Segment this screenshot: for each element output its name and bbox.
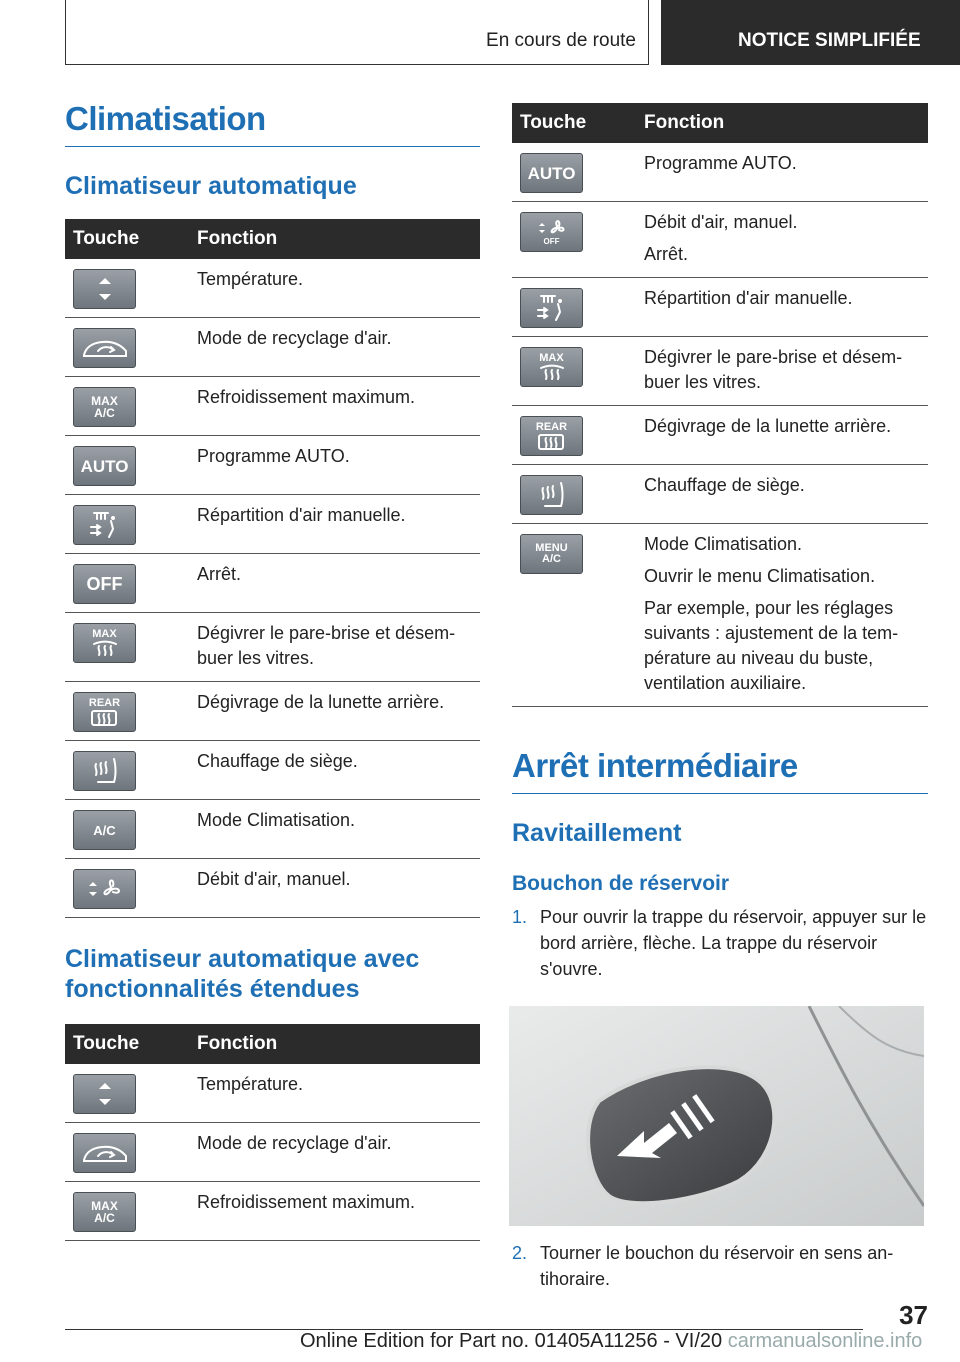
step-2 [512,1240,928,1292]
table-row [65,318,480,377]
function-text: Ouvrir le menu Climatisation. [644,566,876,586]
function-text: Arrêt. [197,564,242,584]
key-cell [512,278,636,337]
table-row [512,337,928,406]
function-cell [636,337,928,406]
recirculation-icon [73,1133,136,1173]
table-row [512,202,928,278]
table-row [65,741,480,800]
function-cell [189,377,480,436]
function-text: Température. [197,1074,304,1094]
header-box [65,0,649,65]
page-number: 37 [899,1300,928,1330]
section-title-stop: Arrêt intermédiaire [512,747,928,794]
key-cell [65,682,189,741]
key-cell [65,859,189,918]
table-row [65,377,480,436]
seat-heating-icon [520,475,583,515]
key-cell [65,613,189,682]
table-row [512,143,928,202]
table-row [65,259,480,318]
key-cell [65,318,189,377]
temperature-icon [73,1074,136,1114]
step-text: Tourner le bouchon du réservoir en sens antihoraire. [540,1243,894,1289]
function-cell [189,495,480,554]
off-icon: OFF [73,564,136,604]
seat-heating-icon [73,751,136,791]
key-cell [65,1182,189,1241]
table-row [65,1182,480,1241]
function-text: Chauffage de siège. [197,751,358,771]
rear-defrost-icon: REAR [73,692,136,732]
key-cell [512,337,636,406]
menu-ac-icon: MENU A/C [520,534,583,574]
air-distribution-icon [73,505,136,545]
function-text: Mode Climatisation. [197,810,356,830]
step-number: 2. [512,1243,528,1263]
function-text: Débit d'air, manuel. [197,869,351,889]
controls-table-2 [65,1024,480,1241]
function-text: Chauffage de siège. [644,475,805,495]
air-distribution-icon [520,288,583,328]
function-text: Répartition d'air manuelle. [197,505,406,525]
subsection-refuel: Ravitaillement [512,819,682,847]
key-cell [65,377,189,436]
function-cell [636,524,928,707]
key-cell [65,1123,189,1182]
col-header-key: Touche [512,103,636,143]
function-cell [636,465,928,524]
function-text: Température. [197,269,304,289]
step-number: 1. [512,907,528,927]
key-cell [512,143,636,202]
right-column [512,103,928,1292]
function-text: Programme AUTO. [197,446,350,466]
table-row [65,554,480,613]
function-cell [636,278,928,337]
function-cell [189,259,480,318]
header-section: En cours de route [486,30,636,51]
table-row [65,495,480,554]
table-row [512,278,928,337]
function-text: Par exemple, pour les réglages suivants : ajustement de la température au niveau du buste, ventilation auxiliaire. [644,598,899,693]
function-text: Dégivrage de la lunette arrière. [644,416,892,436]
function-text: Refroidissement maximum. [197,1192,416,1212]
key-cell [65,554,189,613]
table-row [65,436,480,495]
footer [300,1330,922,1353]
function-cell [636,202,928,278]
col-header-function: Fonction [189,1024,480,1064]
temperature-icon [73,269,136,309]
function-cell [636,406,928,465]
steps-list [512,904,928,982]
function-cell [189,613,480,682]
function-cell [636,143,928,202]
table-row [65,682,480,741]
function-cell [189,436,480,495]
function-text: Dégivrer le pare-brise et désembuer les vitres. [644,347,903,392]
section-heading-extended: Climatiseur automatique avec fonctionnalités étendues [65,945,420,1003]
function-cell [189,741,480,800]
header-tab: NOTICE SIMPLIFIÉE [661,0,960,65]
table-row [512,524,928,707]
controls-table-1 [65,219,480,918]
function-text: Programme AUTO. [644,153,797,173]
rear-defrost-icon: REAR [520,416,583,456]
col-header-function: Fonction [636,103,928,143]
step-1 [512,904,928,982]
key-cell [512,524,636,707]
table-row [65,1064,480,1123]
col-header-function: Fonction [189,219,480,259]
table-row [65,613,480,682]
function-text: Répartition d'air manuelle. [644,288,853,308]
function-text: Refroidissement maximum. [197,387,416,407]
max-defrost-icon: MAX [73,623,136,663]
col-header-key: Touche [65,219,189,259]
key-cell [512,202,636,278]
function-cell [189,1182,480,1241]
function-text: Dégivrage de la lunette arrière. [197,692,445,712]
function-text: Débit d'air, manuel. [644,212,798,232]
function-cell [189,800,480,859]
key-cell [65,741,189,800]
col-header-key: Touche [65,1024,189,1064]
max-ac-icon: MAX A/C [73,387,136,427]
fan-icon [73,869,136,909]
function-text: Mode de recyclage d'air. [197,1133,392,1153]
page-title: Climatisation [65,100,480,147]
function-text: Mode de recyclage d'air. [197,328,392,348]
step-text: Pour ouvrir la trappe du réservoir, appuyer sur le bord arrière, flèche. La trappe du réservoir s'ouvre. [540,907,927,979]
key-cell [65,800,189,859]
function-cell [189,318,480,377]
function-text: Dégivrer le pare-brise et désembuer les vitres. [197,623,456,668]
function-cell [189,554,480,613]
key-cell [65,436,189,495]
controls-table-3 [512,103,928,707]
function-text: Mode Climatisation. [644,534,803,554]
table-row [512,406,928,465]
table-row [65,800,480,859]
key-cell [65,1064,189,1123]
function-cell [189,682,480,741]
key-cell [512,406,636,465]
auto-icon: AUTO [520,153,583,193]
function-cell [189,1123,480,1182]
key-cell [65,495,189,554]
function-text: Arrêt. [644,244,689,264]
function-cell [189,859,480,918]
footer-watermark: carmanualsonline.info [727,1330,923,1352]
key-cell [65,259,189,318]
fan-off-icon: OFF [520,212,583,252]
table-row [65,1123,480,1182]
fuel-flap-photo [509,1006,924,1226]
footer-text: Online Edition for Part no. 01405A11256 - VI/20 [300,1330,723,1352]
table-row [65,859,480,918]
max-defrost-icon: MAX [520,347,583,387]
auto-icon: AUTO [73,446,136,486]
ac-icon: A/C [73,810,136,850]
recirculation-icon [73,328,136,368]
key-cell [512,465,636,524]
left-column [65,100,480,1241]
steps-list-2 [512,1240,928,1292]
function-cell [189,1064,480,1123]
section-heading: Climatiseur automatique [65,172,357,200]
subsection-fuel-cap: Bouchon de réservoir [512,872,730,895]
table-row [512,465,928,524]
max-ac-icon: MAX A/C [73,1192,136,1232]
